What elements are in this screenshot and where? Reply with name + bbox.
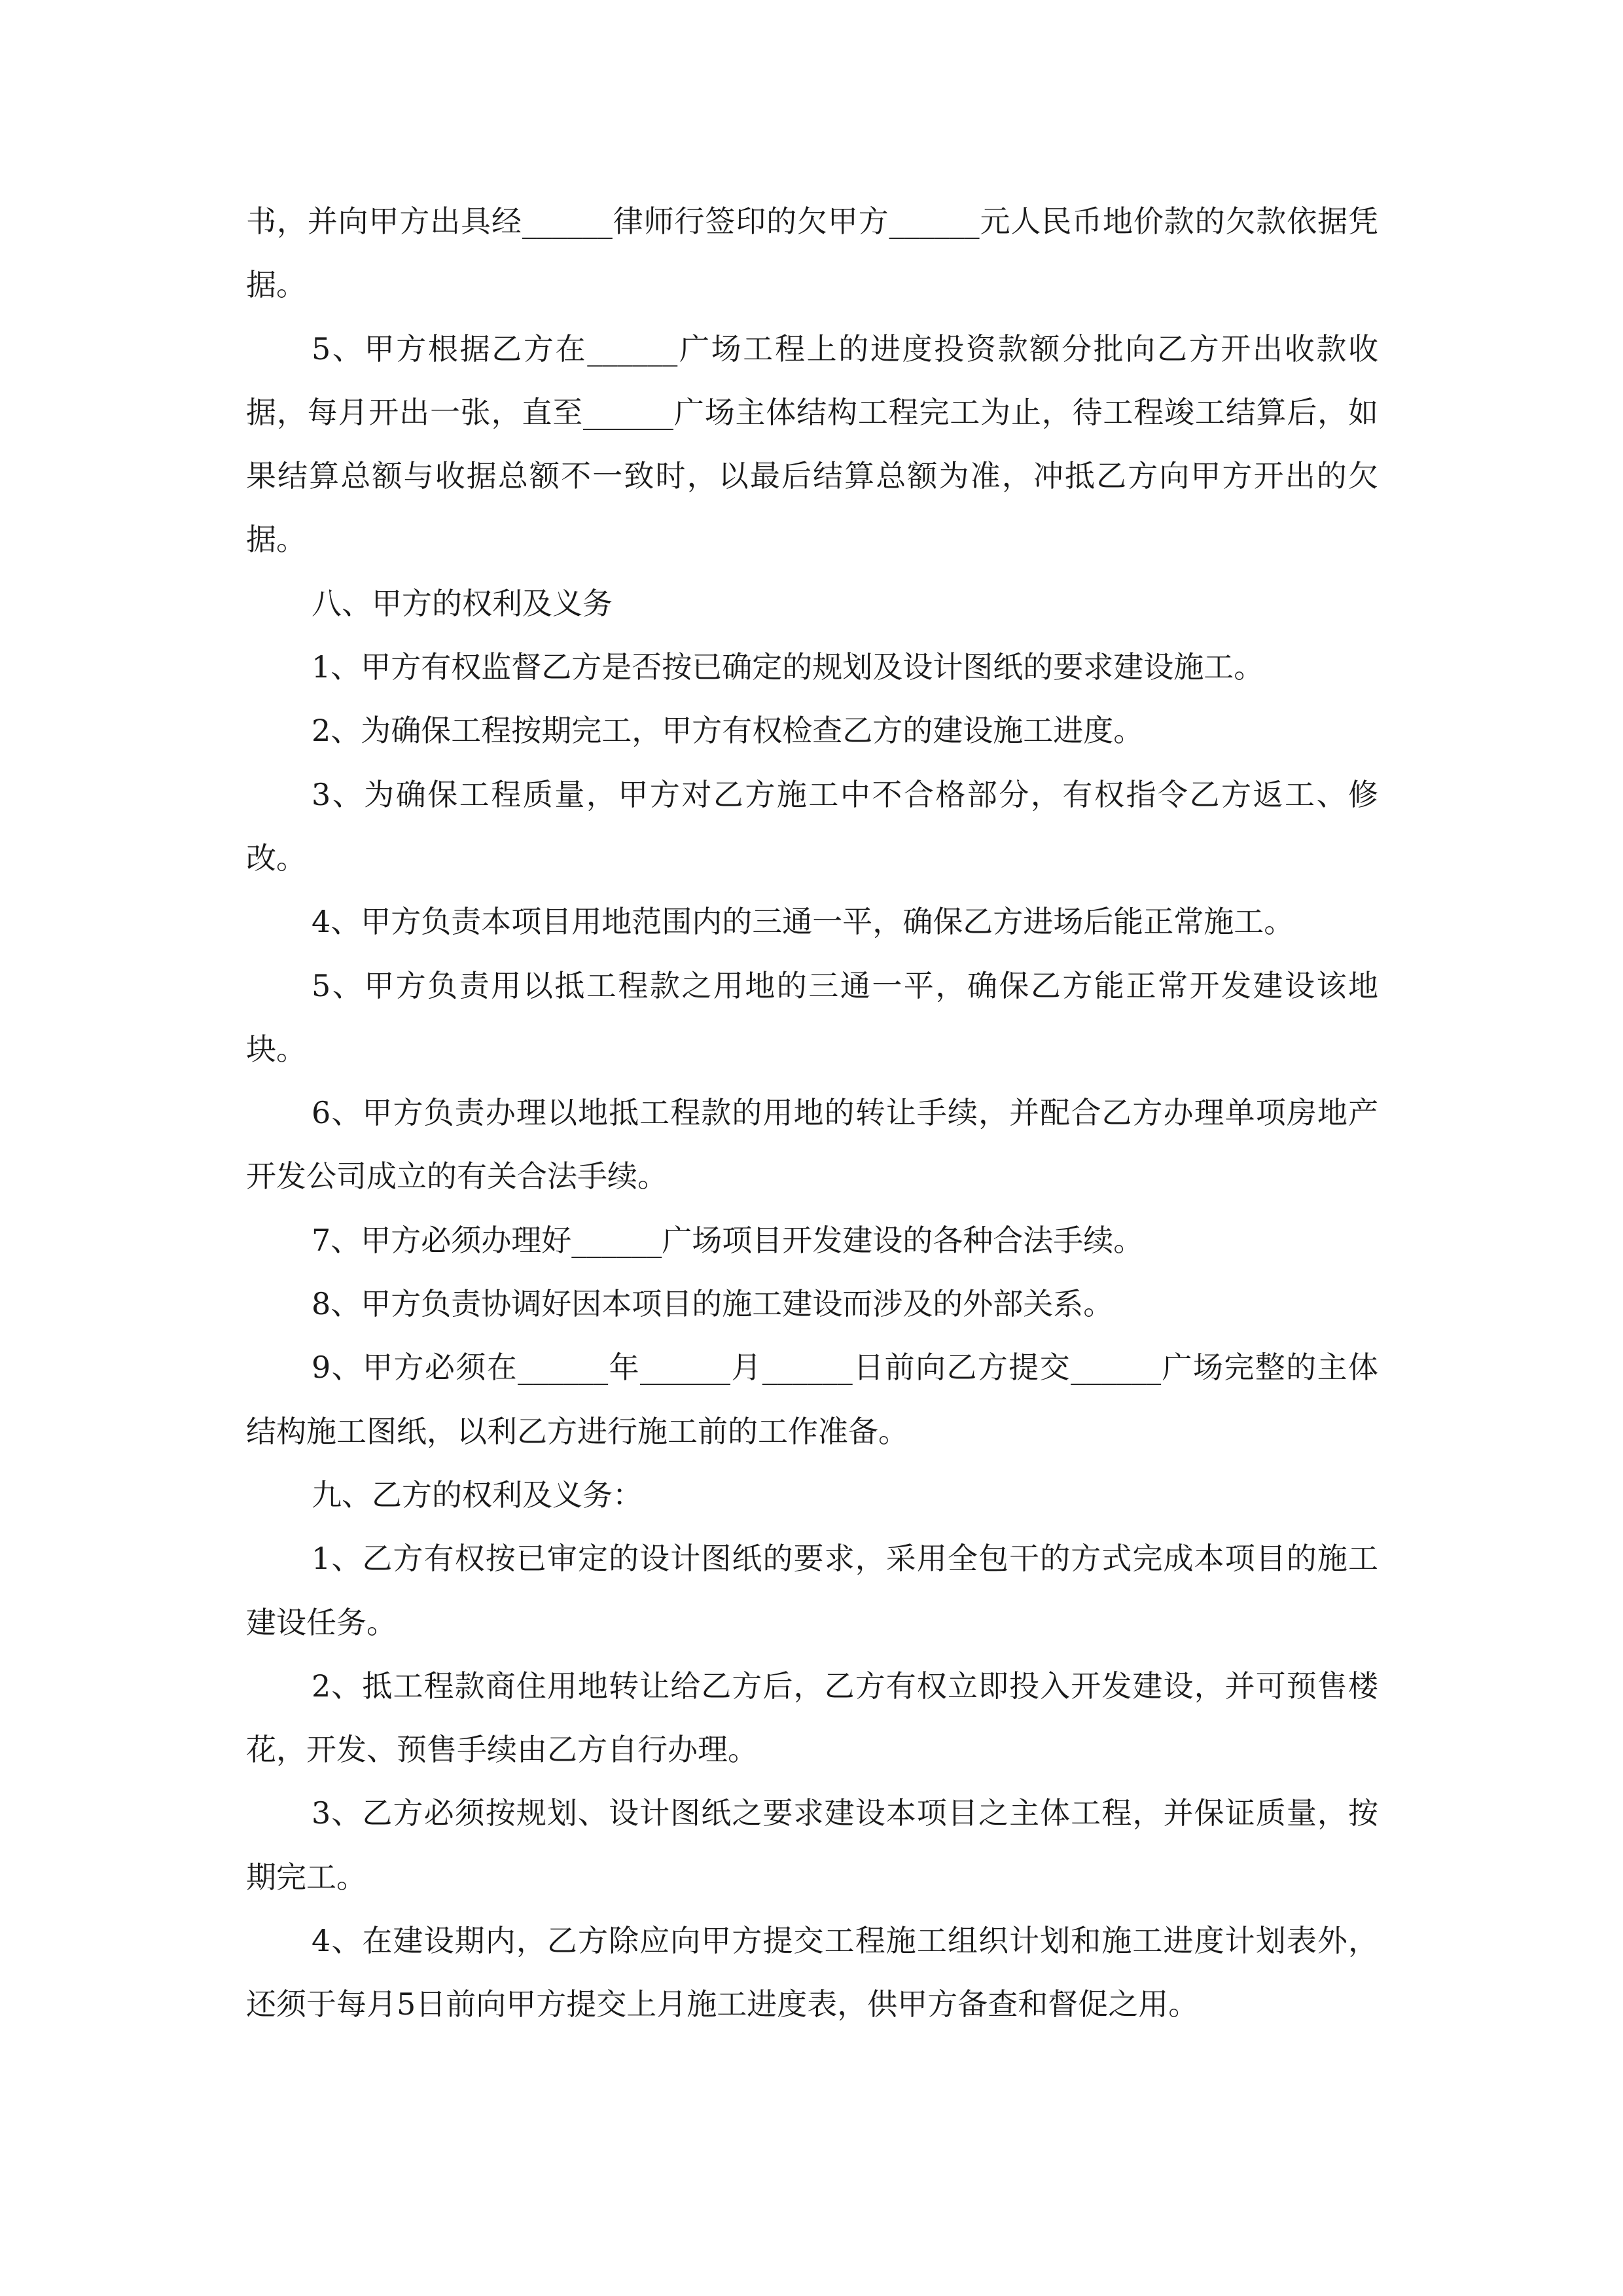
paragraph-item-5-land-prep: 5、甲方负责用以抵工程款之用地的三通一平，确保乙方能正常开发建设该地块。 — [246, 967, 1378, 1067]
paragraph-b-item-4-reporting: 4、在建设期内，乙方除应向甲方提交工程施工组织计划和施工进度计划表外，还须于每月5日前向甲方提交上月施工进度表，供甲方备查和督促之用。 — [246, 1923, 1378, 2022]
paragraph-b-item-2-presale: 2、抵工程款商住用地转让给乙方后，乙方有权立即投入开发建设，并可预售楼花，开发、预售手续由乙方自行办理。 — [246, 1668, 1378, 1768]
paragraph-b-item-1-construction: 1、乙方有权按已审定的设计图纸的要求，采用全包干的方式完成本项目的施工建设任务。 — [246, 1541, 1378, 1640]
document-body — [246, 190, 1378, 2037]
paragraph-item-8-relations: 8、甲方负责协调好因本项目的施工建设而涉及的外部关系。 — [312, 1286, 1114, 1322]
paragraph-item-1-supervise: 1、甲方有权监督乙方是否按已确定的规划及设计图纸的要求建设施工。 — [312, 649, 1264, 685]
paragraph-item-7-permits: 7、甲方必须办理好______广场项目开发建设的各种合法手续。 — [312, 1222, 1144, 1258]
paragraph-item-9-drawings: 9、甲方必须在______年______月______日前向乙方提交______广场完整的主体结构施工图纸，以利乙方进行施工前的工作准备。 — [246, 1350, 1378, 1449]
section-heading-9: 九、乙方的权利及义务： — [312, 1477, 643, 1513]
paragraph-item-3-quality: 3、为确保工程质量，甲方对乙方施工中不合格部分，有权指令乙方返工、修改。 — [246, 776, 1378, 876]
paragraph-item-4-site-prep: 4、甲方负责本项目用地范围内的三通一平，确保乙方进场后能正常施工。 — [312, 904, 1294, 940]
paragraph-item-6-transfer: 6、甲方负责办理以地抵工程款的用地的转让手续，并配合乙方办理单项房地产开发公司成立的有关合法手续。 — [246, 1095, 1378, 1194]
paragraph-continuation: 书，并向甲方出具经______律师行签印的欠甲方______元人民币地价款的欠款依据凭据。 — [246, 204, 1378, 303]
paragraph-item-2-schedule: 2、为确保工程按期完工，甲方有权检查乙方的建设施工进度。 — [312, 713, 1144, 749]
section-heading-8: 八、甲方的权利及义务 — [312, 585, 613, 621]
paragraph-item-5-receipts: 5、甲方根据乙方在______广场工程上的进度投资款额分批向乙方开出收款收据，每月开出一张，直至______广场主体结构工程完工为止，待工程竣工结算后，如果结算总额与收据总额不一致时，以最后结算总额为准，冲抵乙方向甲方开出的欠据。 — [246, 331, 1378, 558]
paragraph-b-item-3-build: 3、乙方必须按规划、设计图纸之要求建设本项目之主体工程，并保证质量，按期完工。 — [246, 1795, 1378, 1895]
